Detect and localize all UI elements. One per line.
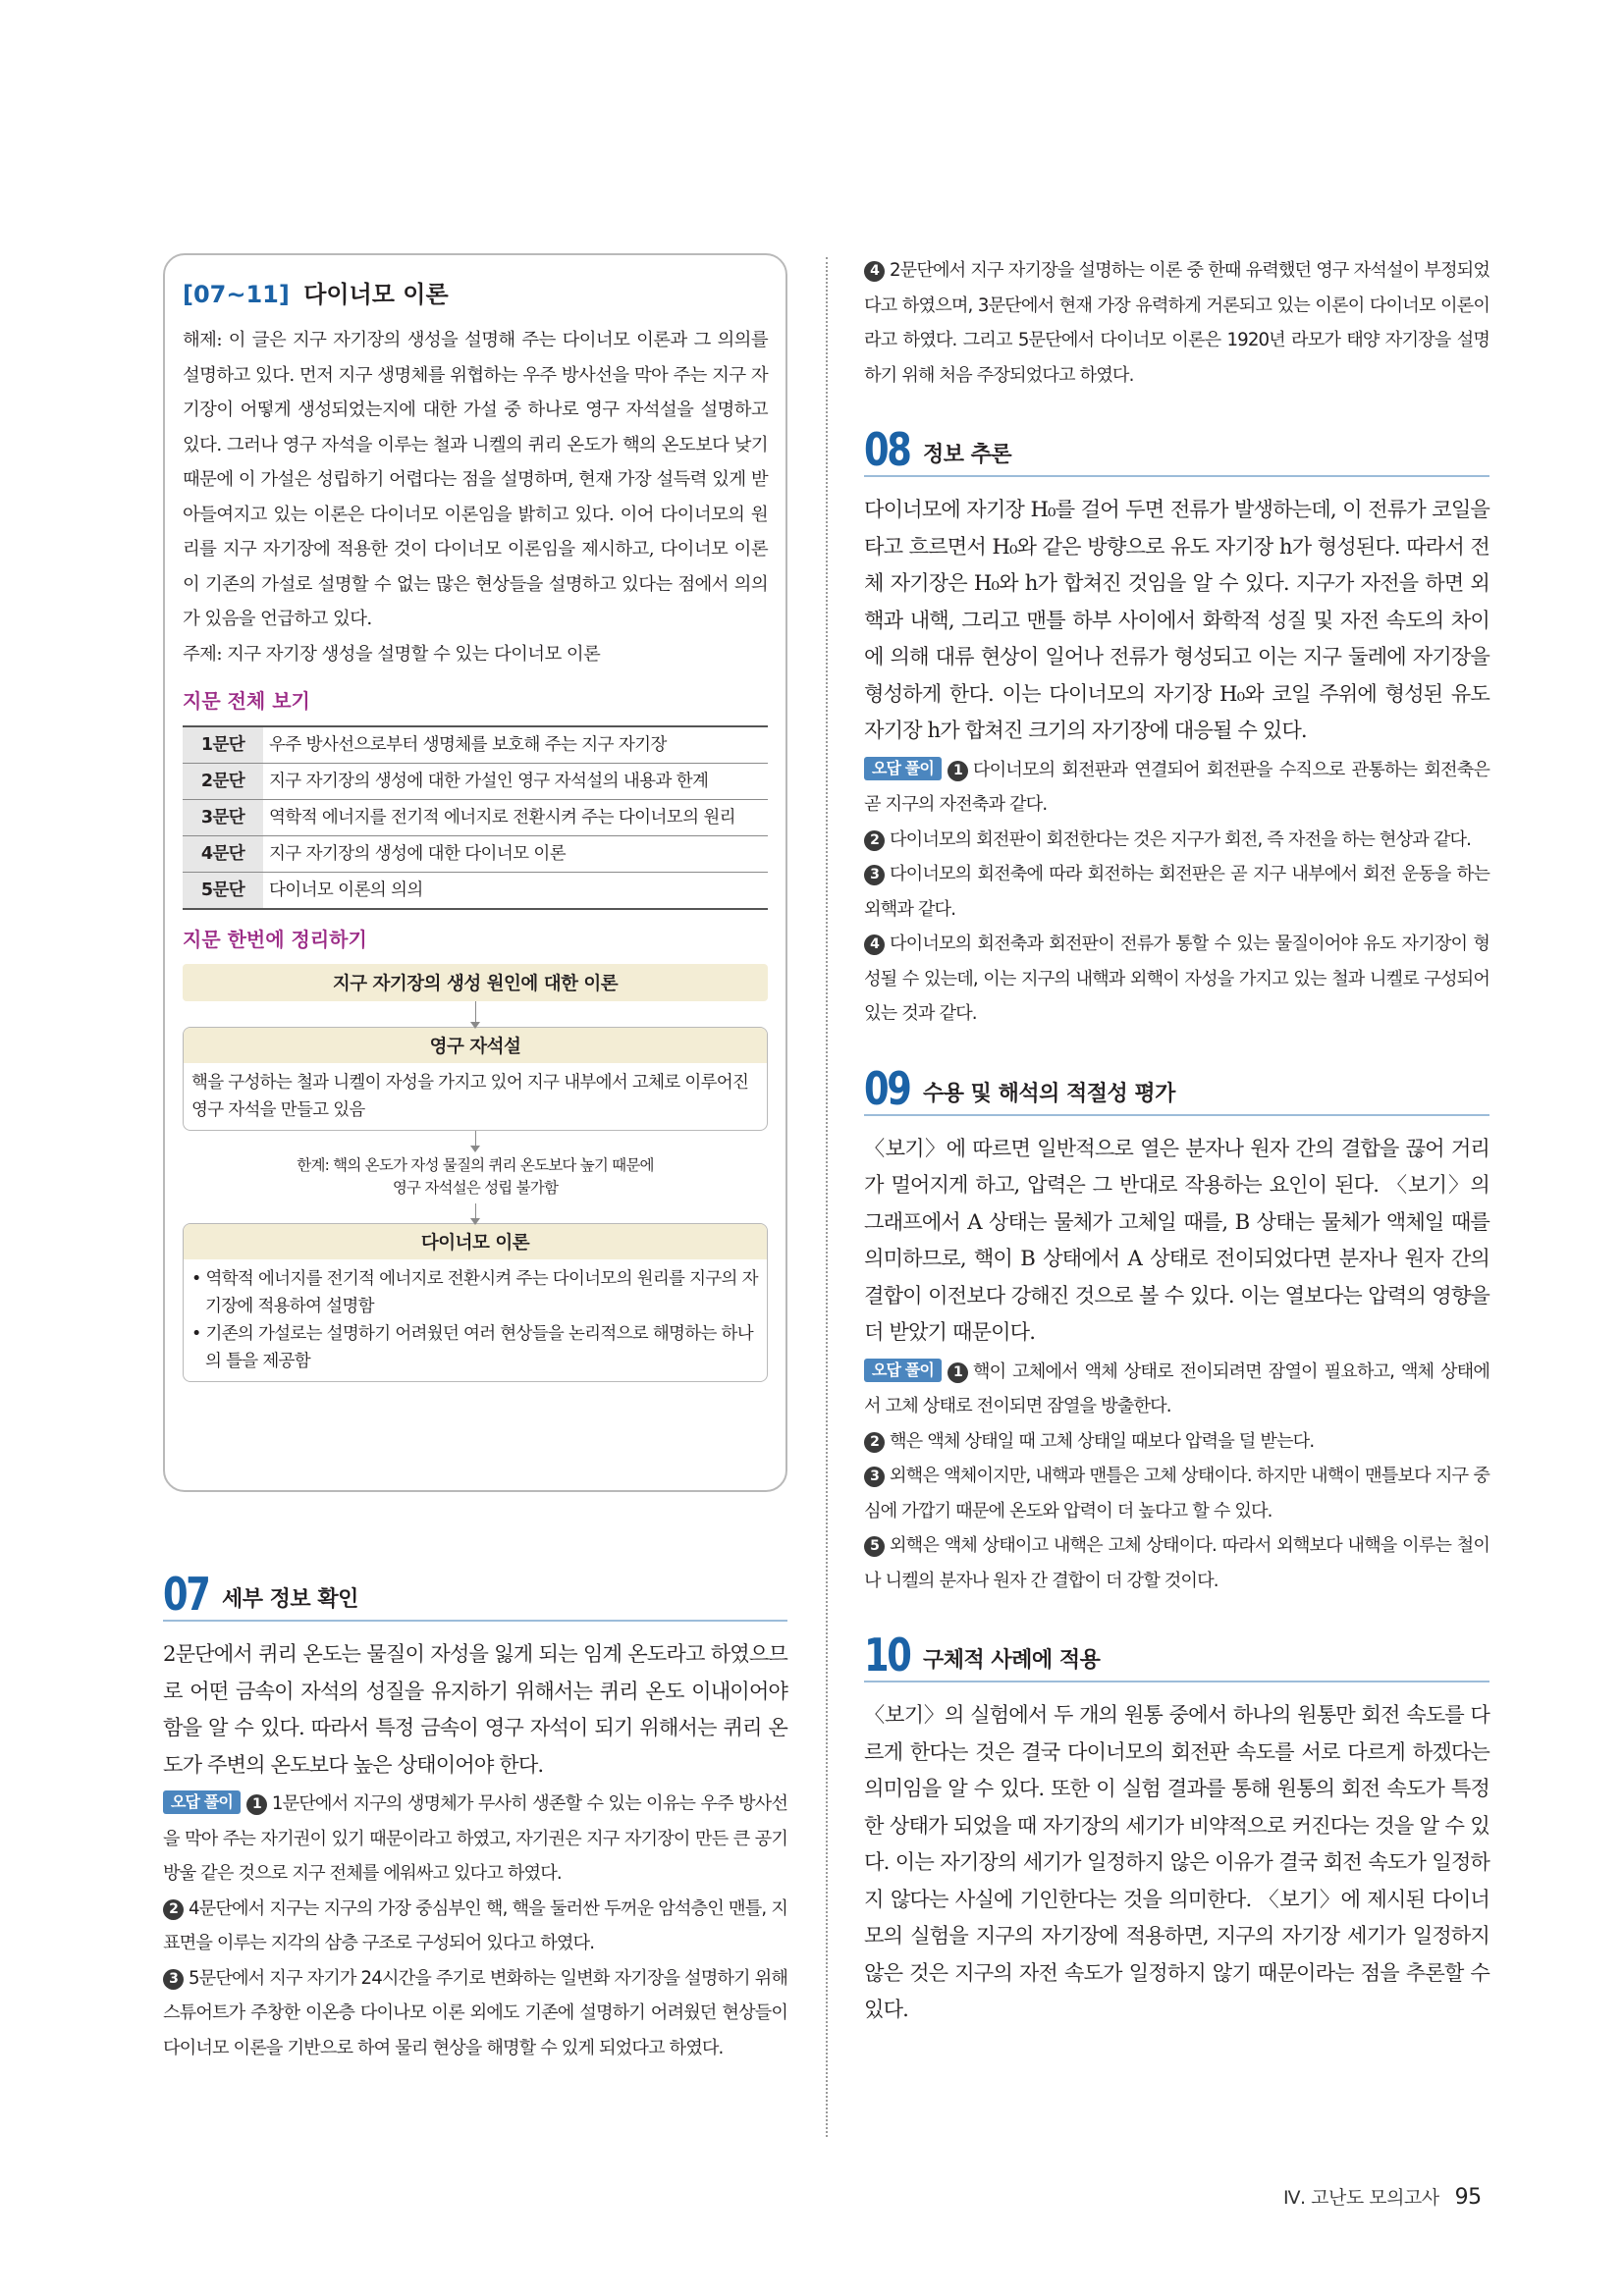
paragraph-table <box>183 725 768 910</box>
table-row <box>183 764 768 800</box>
flow-card-title: 영구 자석설 <box>184 1028 767 1063</box>
left-column <box>163 253 787 2065</box>
paragraph-text: 역학적 에너지를 전기적 에너지로 전환시켜 주는 다이너모의 원리 <box>269 808 735 828</box>
question-number: 07 <box>163 1568 209 1621</box>
note-item <box>864 927 1489 1032</box>
note-item <box>864 1424 1489 1460</box>
paragraph-text: 지구 자기장의 생성에 대한 다이너모 이론 <box>269 844 566 864</box>
flow-card-list <box>184 1259 767 1381</box>
number-circle-icon: 2 <box>864 1432 885 1453</box>
note-text: 외핵은 액체이지만, 내핵과 맨틀은 고체 상태이다. 하지만 내핵이 맨틀보다 지구 중심에 가깝기 때문에 온도와 압력이 더 높다고 할 수 있다. <box>864 1466 1489 1522</box>
question-10 <box>864 1629 1489 2028</box>
flow-note-line: 한계: 핵의 온도가 자성 물질의 퀴리 온도보다 높기 때문에 <box>297 1156 654 1174</box>
organize-heading: 지문 한번에 정리하기 <box>183 928 367 951</box>
paragraph-label: 2문단 <box>183 764 263 800</box>
question-number: 09 <box>864 1061 910 1115</box>
wrong-answer-notes <box>163 1787 787 2065</box>
wrong-answer-badge: 오답 풀이 <box>864 757 942 780</box>
note-text: 1문단에서 지구의 생명체가 무사히 생존할 수 있는 이유는 우주 방사선을 막아 주는 자기권이 있기 때문이라고 하였고, 자기권은 지구 자기장이 만든 큰 공기 방울 같은 것으로 지구 전체를 에워싸고 있다고 하였다. <box>163 1793 787 1884</box>
flow-bullet: • 역학적 에너지를 전기적 에너지로 전환시켜 주는 다이너모의 원리를 지구의 자기장에 적용하여 설명함 <box>191 1269 758 1316</box>
wrong-answer-badge: 오답 풀이 <box>864 1359 942 1382</box>
question-header <box>163 1568 787 1622</box>
note-item <box>864 1528 1489 1598</box>
paragraph-text: 우주 방사선으로부터 생명체를 보호해 주는 지구 자기장 <box>269 735 667 755</box>
right-column <box>864 253 1489 2028</box>
question-title: 수용 및 해석의 적절성 평가 <box>923 1081 1175 1106</box>
table-row <box>183 873 768 910</box>
number-circle-icon: 3 <box>163 1969 184 1990</box>
summary-title: 다이너모 이론 <box>303 281 449 308</box>
table-row <box>183 726 768 764</box>
number-circle-icon: 4 <box>864 934 885 955</box>
number-circle-icon: 1 <box>947 761 968 781</box>
note-item <box>163 1961 787 2066</box>
passage-summary-box <box>163 253 787 1492</box>
footer-section: Ⅳ. 고난도 모의고사 <box>1283 2187 1439 2209</box>
number-circle-icon: 4 <box>864 261 885 282</box>
question-07 <box>163 1568 787 2065</box>
question-header <box>864 1629 1489 1682</box>
flow-bullet: • 기존의 가설로는 설명하기 어려웠던 여러 현상들을 논리적으로 해명하는 하나의 틀을 제공함 <box>191 1324 753 1371</box>
summary-heading <box>183 275 768 309</box>
question-09 <box>864 1061 1489 1599</box>
column-divider <box>826 257 828 2137</box>
note-text: 다이너모의 회전축에 따라 회전하는 회전판은 곧 지구 내부에서 회전 운동을 하는 외핵과 같다. <box>864 864 1489 920</box>
note-text: 다이너모의 회전판과 연결되어 회전판을 수직으로 관통하는 회전축은 곧 지구의 자전축과 같다. <box>864 759 1489 815</box>
flow-card-permanent-magnet <box>183 1027 768 1131</box>
summary-range: [07~11] <box>183 281 290 308</box>
table-row <box>183 836 768 873</box>
number-circle-icon: 1 <box>246 1794 267 1815</box>
note-item <box>864 823 1489 858</box>
note-text: 외핵은 액체 상태이고 내핵은 고체 상태이다. 따라서 외핵보다 내핵을 이루는 철이나 니켈의 분자나 원자 간 결합이 더 강할 것이다. <box>864 1535 1489 1591</box>
number-circle-icon: 3 <box>864 1467 885 1487</box>
question-explanation: 〈보기〉에 따르면 일반적으로 열은 분자나 원자 간의 결합을 끊어 거리가 멀어지게 하고, 압력은 그 반대로 작용하는 요인이 된다. 〈보기〉의 그래프에서 A 상태는 물체가 고체일 때를, B 상태는 물체가 액체일 때를 의미하므로, 핵이 B 상태에서 A 상태로 전이되었다면 분자나 원자 간의 결합이 이전보다 강해진 것으로 볼 수 있다. 이는 열보다는 압력의 영향을 더 받았기 때문이다. <box>864 1135 1489 1344</box>
paragraph-label: 1문단 <box>183 726 263 764</box>
flow-note-line: 영구 자석설은 성립 불가함 <box>392 1179 559 1197</box>
number-circle-icon: 2 <box>864 830 885 851</box>
paragraph-label: 5문단 <box>183 873 263 910</box>
note-item <box>163 1892 787 1961</box>
flow-card-title: 다이너모 이론 <box>184 1224 767 1259</box>
summary-topic: 주제: 지구 자기장 생성을 설명할 수 있는 다이너모 이론 <box>183 643 601 665</box>
note-item <box>864 1459 1489 1528</box>
number-circle-icon: 3 <box>864 865 885 885</box>
question-title: 구체적 사례에 적용 <box>923 1648 1101 1673</box>
flow-card-text: 핵을 구성하는 철과 니켈이 자성을 가지고 있어 지구 내부에서 고체로 이루어진 영구 자석을 만들고 있음 <box>191 1073 749 1120</box>
wrong-answer-badge: 오답 풀이 <box>163 1790 241 1814</box>
paragraph-text: 지구 자기장의 생성에 대한 가설인 영구 자석설의 내용과 한계 <box>269 772 709 791</box>
note-text: 2문단에서 지구 자기장을 설명하는 이론 중 한때 유력했던 영구 자석설이 부정되었다고 하였으며, 3문단에서 현재 가장 유력하게 거론되고 있는 이론이 다이너모 이론이라고 하였다. 그리고 5문단에서 다이너모 이론은 1920년 라모가 태양 자기장을 설명하기 위해 처음 주장되었다고 하였다. <box>864 260 1489 386</box>
overview-heading: 지문 전체 보기 <box>183 689 310 713</box>
page-number: 95 <box>1454 2185 1482 2210</box>
page-footer <box>1283 2183 1482 2210</box>
wrong-answer-notes <box>864 1355 1489 1599</box>
flow-arrow <box>475 1203 476 1223</box>
question-header <box>864 423 1489 477</box>
flow-arrow <box>475 1001 476 1027</box>
paragraph-label: 4문단 <box>183 836 263 873</box>
number-circle-icon: 1 <box>947 1362 968 1383</box>
note-text: 핵은 액체 상태일 때 고체 상태일 때보다 압력을 덜 받는다. <box>890 1430 1315 1452</box>
question-number: 10 <box>864 1629 910 1682</box>
paragraph-label: 3문단 <box>183 800 263 836</box>
note-text: 4문단에서 지구는 지구의 가장 중심부인 핵, 핵을 둘러싼 두꺼운 암석층인 맨틀, 지표면을 이루는 지각의 삼층 구조로 구성되어 있다고 하였다. <box>163 1897 787 1953</box>
note-item <box>163 1787 787 1892</box>
flow-limit-note <box>183 1150 768 1203</box>
note-text: 다이너모의 회전축과 회전판이 전류가 통할 수 있는 물질이어야 유도 자기장이 형성될 수 있는데, 이는 지구의 내핵과 외핵이 자성을 가지고 있는 철과 니켈로 구성되어 있는 것과 같다. <box>864 934 1489 1024</box>
paragraph-text: 다이너모 이론의 의의 <box>269 881 423 900</box>
question-title: 세부 정보 확인 <box>222 1587 358 1612</box>
note-text: 다이너모의 회전판이 회전한다는 것은 지구가 회전, 즉 자전을 하는 현상과 같다. <box>890 828 1471 850</box>
note-item <box>864 1355 1489 1424</box>
question-number: 08 <box>864 423 910 476</box>
question-08 <box>864 423 1489 1032</box>
flow-top-title: 지구 자기장의 생성 원인에 대한 이론 <box>183 964 768 1001</box>
note-item <box>864 857 1489 927</box>
question-explanation: 2문단에서 퀴리 온도는 물질이 자성을 잃게 되는 임계 온도라고 하였으므로 어떤 금속이 자석의 성질을 유지하기 위해서는 퀴리 온도 이내이어야 함을 알 수 있다. 따라서 특정 금속이 영구 자석이 되기 위해서는 퀴리 온도가 주변의 온도보다 높은 상태이어야 한다. <box>163 1641 787 1777</box>
note-text: 핵이 고체에서 액체 상태로 전이되려면 잠열이 필요하고, 액체 상태에서 고체 상태로 전이되면 잠열을 방출한다. <box>864 1361 1489 1416</box>
note-item-continued <box>864 253 1489 393</box>
note-text: 5문단에서 지구 자기가 24시간을 주기로 변화하는 일변화 자기장을 설명하기 위해 스튜어트가 주창한 이온층 다이나모 이론 외에도 기존에 설명하기 어려웠던 현상들이 다이너모 이론을 기반으로 하여 물리 현상을 해명할 수 있게 되었다고 하였다. <box>163 1967 787 2058</box>
wrong-answer-notes <box>864 753 1489 1032</box>
question-explanation: 〈보기〉의 실험에서 두 개의 원통 중에서 하나의 원통만 회전 속도를 다르게 한다는 것은 결국 다이너모의 회전판 속도를 서로 다르게 하겠다는 의미임을 알 수 있다. 또한 이 실험 결과를 통해 원통의 회전 속도가 특정한 상태가 되었을 때 자기장의 세기가 비약적으로 커진다는 것을 알 수 있다. 이는 자기장의 세기가 일정하지 않은 이유가 결국 회전 속도가 일정하지 않다는 사실에 기인한다는 것을 의미한다. 〈보기〉에 제시된 다이너모의 실험을 지구의 자기장에 적용하면, 지구의 자기장 세기가 일정하지 않은 것은 지구의 자전 속도가 일정하지 않기 때문이라는 점을 추론할 수 있다. <box>864 1702 1489 2021</box>
summary-haeje: 해제: 이 글은 지구 자기장의 생성을 설명해 주는 다이너모 이론과 그 의의를 설명하고 있다. 먼저 지구 생명체를 위협하는 우주 방사선을 막아 주는 지구 자기장이 어떻게 생성되었는지에 대한 가설 중 하나로 영구 자석설을 설명하고 있다. 그러나 영구 자석을 이루는 철과 니켈의 퀴리 온도가 핵의 온도보다 낮기 때문에 이 가설은 성립하기 어렵다는 점을 설명하며, 현재 가장 설득력 있게 받아들여지고 있는 이론은 다이너모 이론임을 밝히고 있다. 이어 다이너모의 원리를 지구 자기장에 적용한 것이 다이너모 이론임을 제시하고, 다이너모 이론이 기존의 가설로 설명할 수 없는 많은 현상들을 설명하고 있다는 점에서 의의가 있음을 언급하고 있다. <box>183 330 768 629</box>
question-title: 정보 추론 <box>923 443 1012 467</box>
number-circle-icon: 5 <box>864 1536 885 1557</box>
question-explanation: 다이너모에 자기장 H₀를 걸어 두면 전류가 발생하는데, 이 전류가 코일을 타고 흐르면서 H₀와 같은 방향으로 유도 자기장 h가 형성된다. 따라서 전체 자기장은 H₀와 h가 합쳐진 것임을 알 수 있다. 지구가 자전을 하면 외핵과 내핵, 그리고 맨틀 하부 사이에서 화학적 성질 및 자전 속도의 차이에 의해 대류 현상이 일어나 전류가 형성되고 이는 지구 둘레에 자기장을 형성하게 한다. 이는 다이너모의 자기장 H₀와 코일 주위에 형성된 유도 자기장 h가 합쳐진 크기의 자기장에 대응될 수 있다. <box>864 497 1489 742</box>
flow-card-dynamo <box>183 1223 768 1382</box>
number-circle-icon: 2 <box>163 1899 184 1920</box>
note-item <box>864 753 1489 823</box>
flow-arrow <box>475 1131 476 1150</box>
table-row <box>183 800 768 836</box>
question-header <box>864 1061 1489 1116</box>
